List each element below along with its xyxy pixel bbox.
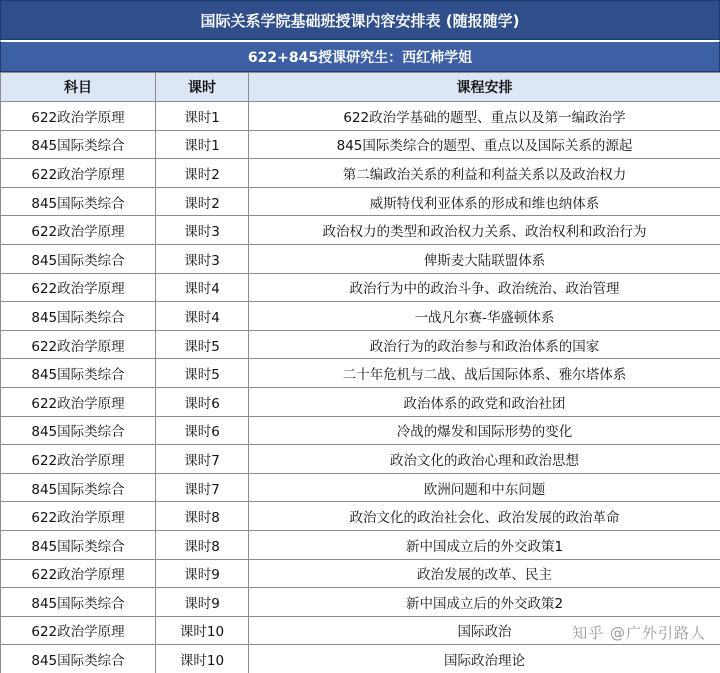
cell-content: 冷战的爆发和国际形势的变化 bbox=[249, 416, 720, 445]
cell-session: 课时7 bbox=[156, 445, 249, 474]
cell-content: 622政治学基础的题型、重点以及第一编政治学 bbox=[249, 102, 720, 131]
cell-subject: 622政治学原理 bbox=[1, 159, 156, 188]
watermark: 知乎 @广外引路人 bbox=[572, 624, 706, 642]
cell-subject: 845国际类综合 bbox=[1, 588, 156, 617]
page-title: 国际关系学院基础班授课内容安排表 (随报随学) bbox=[0, 0, 720, 40]
cell-subject: 845国际类综合 bbox=[1, 530, 156, 559]
cell-content: 欧洲问题和中东问题 bbox=[249, 473, 720, 502]
cell-content: 政治行为中的政治斗争、政治统治、政治管理 bbox=[249, 273, 720, 302]
cell-content: 新中国成立后的外交政策1 bbox=[249, 530, 720, 559]
cell-content: 第二编政治关系的利益和利益关系以及政治权力 bbox=[249, 159, 720, 188]
table-row bbox=[1, 559, 720, 588]
cell-session: 课时6 bbox=[156, 416, 249, 445]
cell-content: 威斯特伐利亚体系的形成和维也纳体系 bbox=[249, 187, 720, 216]
cell-content: 二十年危机与二战、战后国际体系、雅尔塔体系 bbox=[249, 359, 720, 388]
cell-content: 845国际类综合的题型、重点以及国际关系的源起 bbox=[249, 130, 720, 159]
cell-content: 政治文化的政治心理和政治思想 bbox=[249, 445, 720, 474]
cell-session: 课时10 bbox=[156, 645, 249, 673]
table-row bbox=[1, 502, 720, 531]
table-row bbox=[1, 645, 720, 673]
header-content: 课程安排 bbox=[249, 73, 720, 102]
table-row bbox=[1, 330, 720, 359]
cell-session: 课时4 bbox=[156, 273, 249, 302]
table-row bbox=[1, 159, 720, 188]
cell-subject: 845国际类综合 bbox=[1, 244, 156, 273]
cell-session: 课时9 bbox=[156, 559, 249, 588]
cell-content: 政治体系的政党和政治社团 bbox=[249, 387, 720, 416]
cell-subject: 845国际类综合 bbox=[1, 416, 156, 445]
cell-content: 国际政治理论 bbox=[249, 645, 720, 673]
cell-subject: 622政治学原理 bbox=[1, 559, 156, 588]
cell-session: 课时1 bbox=[156, 130, 249, 159]
table-row bbox=[1, 216, 720, 245]
table-row bbox=[1, 473, 720, 502]
table-row bbox=[1, 359, 720, 388]
table-row bbox=[1, 616, 720, 645]
table-row bbox=[1, 302, 720, 331]
cell-session: 课时8 bbox=[156, 502, 249, 531]
cell-session: 课时3 bbox=[156, 216, 249, 245]
cell-session: 课时2 bbox=[156, 159, 249, 188]
cell-session: 课时3 bbox=[156, 244, 249, 273]
table-row bbox=[1, 187, 720, 216]
cell-content: 政治行为的政治参与和政治体系的国家 bbox=[249, 330, 720, 359]
cell-session: 课时1 bbox=[156, 102, 249, 131]
table-row bbox=[1, 130, 720, 159]
cell-subject: 622政治学原理 bbox=[1, 502, 156, 531]
table-header-row bbox=[1, 73, 720, 102]
cell-subject: 622政治学原理 bbox=[1, 445, 156, 474]
table-row bbox=[1, 273, 720, 302]
cell-content: 新中国成立后的外交政策2 bbox=[249, 588, 720, 617]
table-row bbox=[1, 588, 720, 617]
cell-subject: 845国际类综合 bbox=[1, 645, 156, 673]
cell-subject: 622政治学原理 bbox=[1, 216, 156, 245]
cell-session: 课时9 bbox=[156, 588, 249, 617]
table-row bbox=[1, 530, 720, 559]
cell-session: 课时2 bbox=[156, 187, 249, 216]
cell-session: 课时5 bbox=[156, 330, 249, 359]
cell-content: 国际政治 bbox=[249, 616, 720, 645]
schedule-table bbox=[0, 72, 720, 673]
cell-subject: 845国际类综合 bbox=[1, 302, 156, 331]
cell-content: 政治文化的政治社会化、政治发展的政治革命 bbox=[249, 502, 720, 531]
table-body bbox=[1, 102, 720, 673]
table-row bbox=[1, 445, 720, 474]
cell-session: 课时5 bbox=[156, 359, 249, 388]
header-session: 课时 bbox=[156, 73, 249, 102]
cell-subject: 622政治学原理 bbox=[1, 387, 156, 416]
cell-session: 课时8 bbox=[156, 530, 249, 559]
cell-session: 课时6 bbox=[156, 387, 249, 416]
cell-session: 课时4 bbox=[156, 302, 249, 331]
cell-content: 俾斯麦大陆联盟体系 bbox=[249, 244, 720, 273]
table-row bbox=[1, 387, 720, 416]
cell-session: 课时10 bbox=[156, 616, 249, 645]
cell-content: 政治权力的类型和政治权力关系、政治权利和政治行为 bbox=[249, 216, 720, 245]
table-row bbox=[1, 244, 720, 273]
cell-subject: 845国际类综合 bbox=[1, 359, 156, 388]
cell-subject: 845国际类综合 bbox=[1, 473, 156, 502]
table-row bbox=[1, 102, 720, 131]
header-subject: 科目 bbox=[1, 73, 156, 102]
cell-content: 政治发展的改革、民主 bbox=[249, 559, 720, 588]
cell-session: 课时7 bbox=[156, 473, 249, 502]
cell-subject: 845国际类综合 bbox=[1, 187, 156, 216]
cell-subject: 622政治学原理 bbox=[1, 330, 156, 359]
cell-subject: 845国际类综合 bbox=[1, 130, 156, 159]
cell-subject: 622政治学原理 bbox=[1, 273, 156, 302]
cell-content: 一战凡尔赛-华盛顿体系 bbox=[249, 302, 720, 331]
table-row bbox=[1, 416, 720, 445]
cell-subject: 622政治学原理 bbox=[1, 102, 156, 131]
instructor-subtitle: 622+845授课研究生：西红柿学姐 bbox=[0, 40, 720, 72]
cell-subject: 622政治学原理 bbox=[1, 616, 156, 645]
